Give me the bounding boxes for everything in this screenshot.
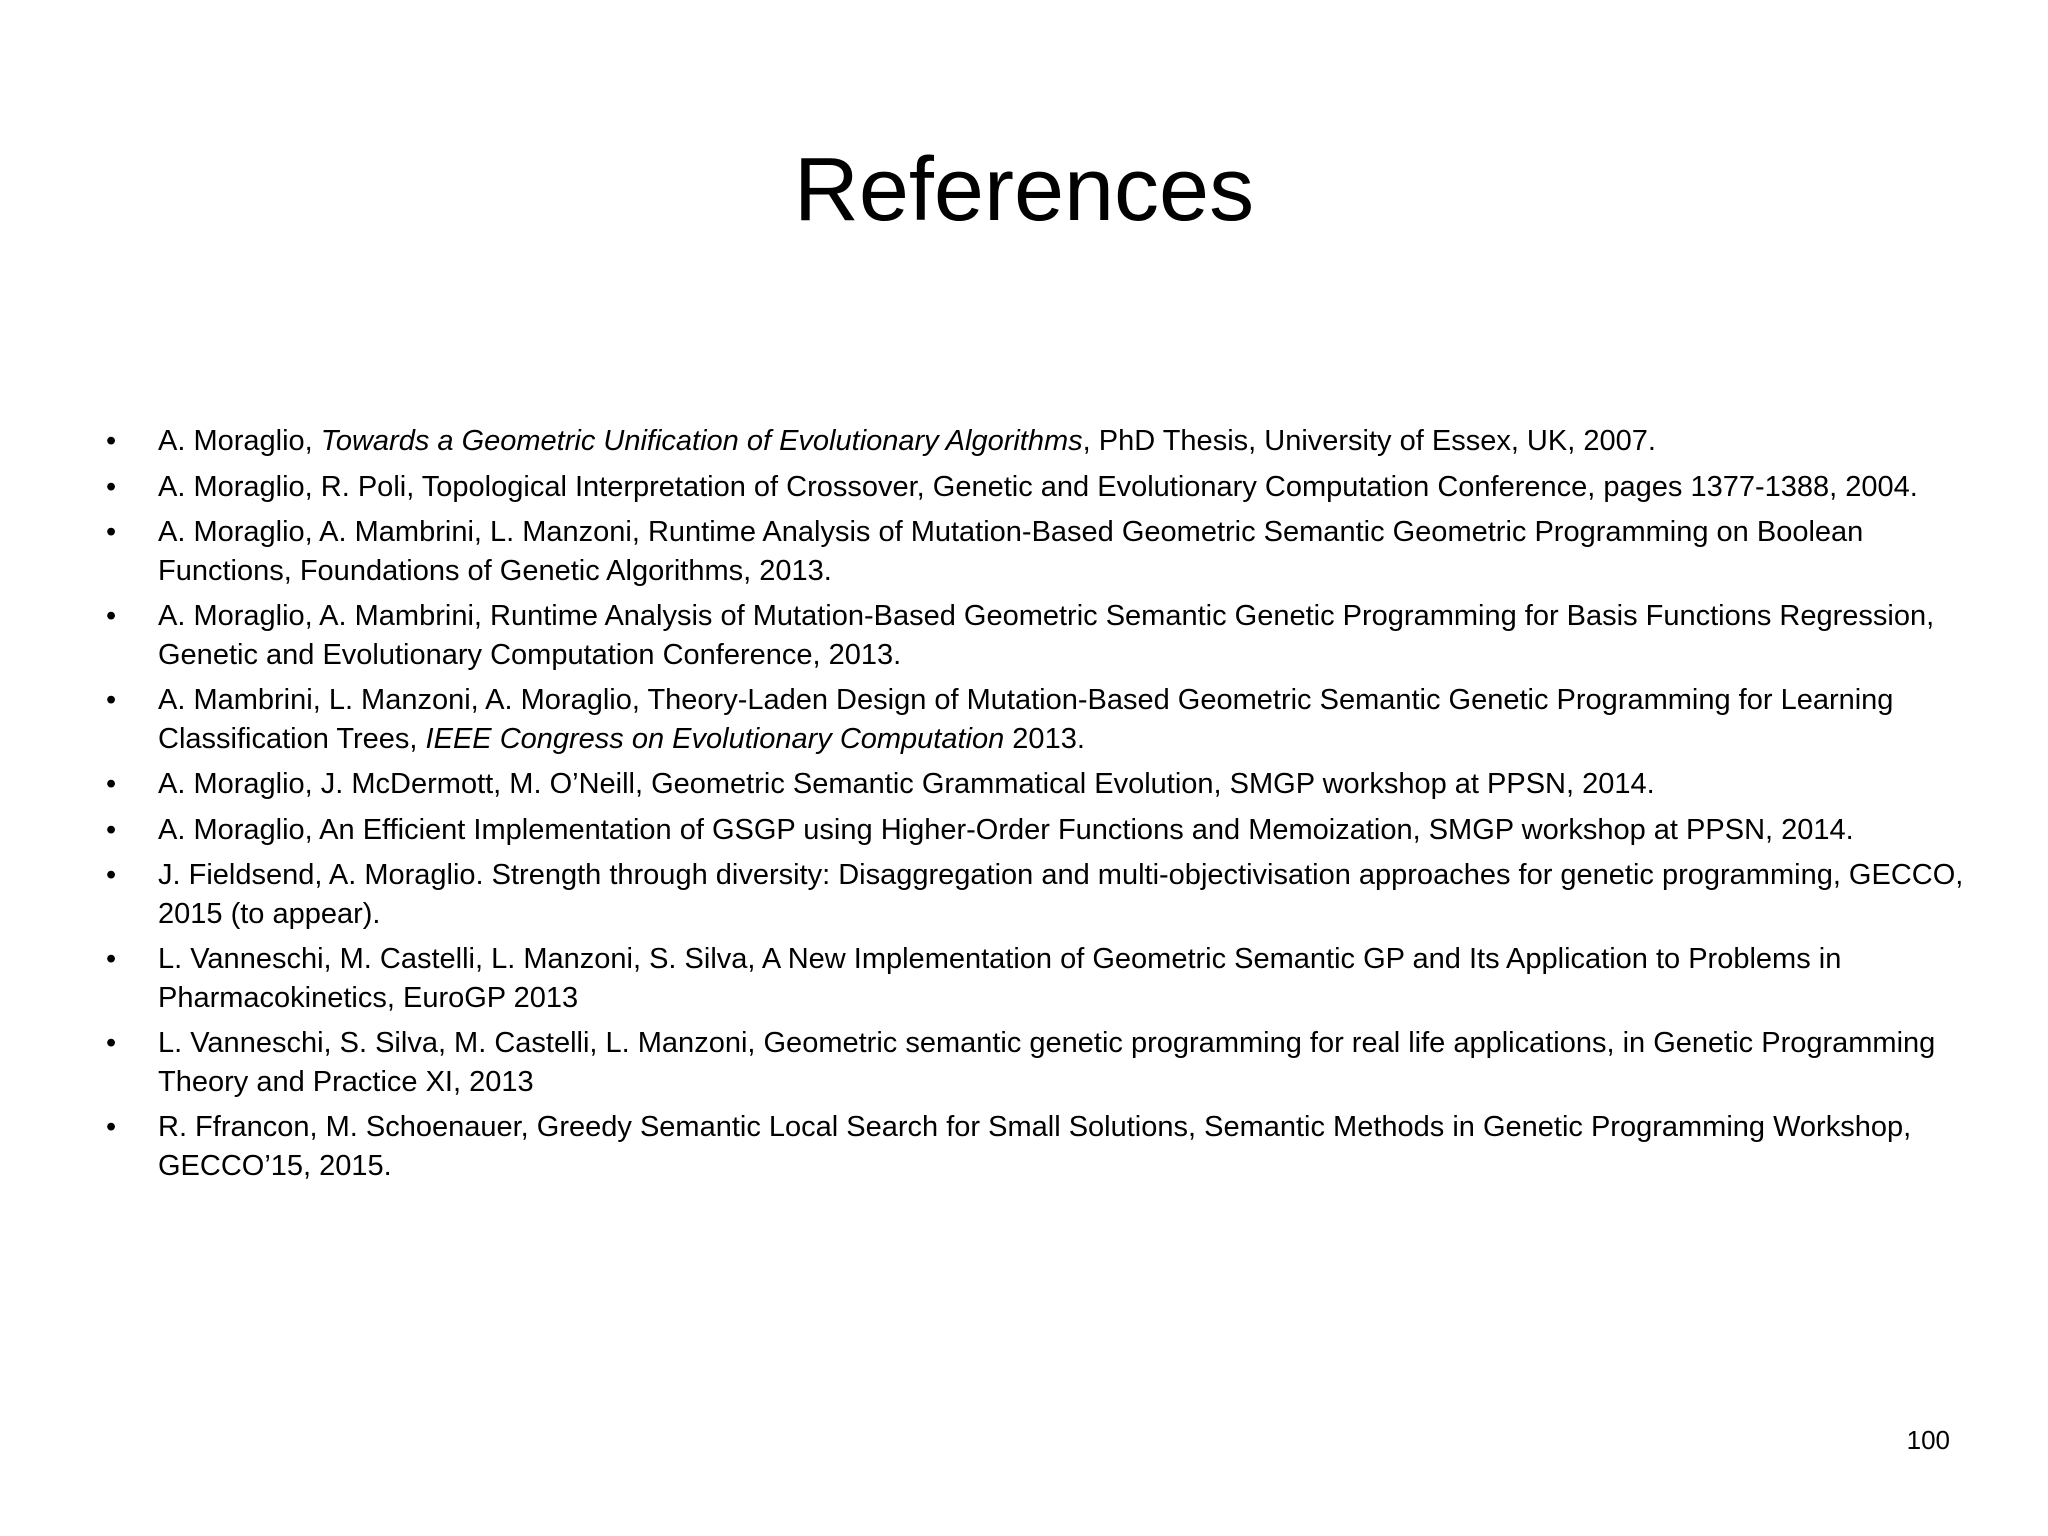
reference-item <box>100 681 1980 758</box>
reference-item <box>100 940 1980 1017</box>
bullet-icon: • <box>106 813 117 846</box>
reference-text: A. Moraglio, Towards a Geometric Unification of Evolutionary Algorithms, PhD Thesis, University of Essex, UK, 2007. <box>158 425 1656 457</box>
reference-text: A. Mambrini, L. Manzoni, A. Moraglio, Theory-Laden Design of Mutation-Based Geometric Semantic Genetic Programming for Learning Classification Trees, IEEE Congress on Evolutionary Computation 2013. <box>158 684 1894 755</box>
references-list <box>100 422 1980 1192</box>
bullet-icon: • <box>106 425 117 457</box>
reference-text: J. Fieldsend, A. Moraglio. Strength through diversity: Disaggregation and multi-objectivisation approaches for genetic programming, GECCO, 2015 (to appear). <box>158 859 1964 930</box>
bullet-icon: • <box>106 1027 117 1059</box>
bullet-icon: • <box>106 470 117 503</box>
reference-text: A. Moraglio, A. Mambrini, Runtime Analysis of Mutation-Based Geometric Semantic Genetic Programming for Basis Functions Regression, Genetic and Evolutionary Computation Conference, 2013. <box>158 600 1935 671</box>
reference-item <box>100 597 1980 674</box>
bullet-icon: • <box>106 859 117 891</box>
reference-item <box>100 765 1980 804</box>
reference-item <box>100 1108 1980 1185</box>
reference-text: L. Vanneschi, M. Castelli, L. Manzoni, S. Silva, A New Implementation of Geometric Semantic GP and Its Application to Problems in Pharmacokinetics, EuroGP 2013 <box>158 943 1842 1014</box>
bullet-icon: • <box>106 600 117 632</box>
reference-text: A. Moraglio, A. Mambrini, L. Manzoni, Runtime Analysis of Mutation-Based Geometric Semantic Geometric Programming on Boolean Functions, Foundations of Genetic Algorithms, 2013. <box>158 516 1864 587</box>
reference-text: A. Moraglio, An Efficient Implementation of GSGP using Higher-Order Functions and Memoization, SMGP workshop at PPSN, 2014. <box>158 813 1854 846</box>
reference-item <box>100 1024 1980 1101</box>
bullet-icon: • <box>106 516 117 548</box>
bullet-icon: • <box>106 768 117 800</box>
bullet-icon: • <box>106 684 117 716</box>
reference-text: A. Moraglio, R. Poli, Topological Interpretation of Crossover, Genetic and Evolutionary Computation Conference, pages 1377-1388, 2004. <box>158 470 1918 503</box>
reference-item <box>100 468 1980 507</box>
bullet-icon: • <box>106 943 117 975</box>
page-number: 100 <box>1906 1425 1950 1455</box>
reference-item <box>100 513 1980 590</box>
page-title: References <box>793 140 1255 240</box>
reference-text: R. Ffrancon, M. Schoenauer, Greedy Semantic Local Search for Small Solutions, Semantic Methods in Genetic Programming Workshop, GECCO’15, 2015. <box>158 1111 1912 1182</box>
reference-item <box>100 856 1980 933</box>
reference-item <box>100 422 1980 461</box>
reference-text: L. Vanneschi, S. Silva, M. Castelli, L. Manzoni, Geometric semantic genetic programming for real life applications, in Genetic Programming Theory and Practice XI, 2013 <box>158 1027 1936 1098</box>
bullet-icon: • <box>106 1111 117 1143</box>
reference-text: A. Moraglio, J. McDermott, M. O’Neill, Geometric Semantic Grammatical Evolution, SMGP workshop at PPSN, 2014. <box>158 768 1655 800</box>
reference-item <box>100 811 1980 850</box>
